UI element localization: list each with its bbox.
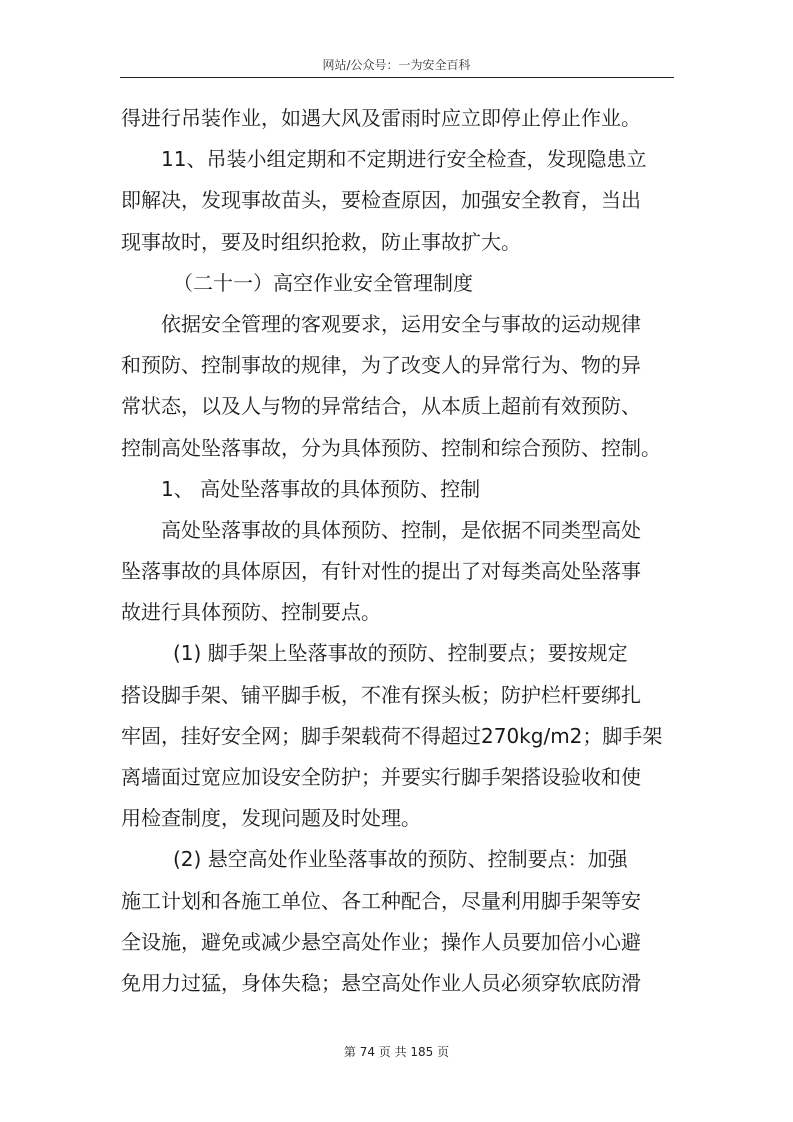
body-line: 坠落事故的具体原因，有针对性的提出了对每类高处坠落事 xyxy=(121,559,641,584)
body-line: 牢固，挂好安全网；脚手架载荷不得超过270kg/m2；脚手架 xyxy=(121,723,663,748)
body-line: 搭设脚手架、铺平脚手板，不准有探头板；防护栏杆要绑扎 xyxy=(121,682,641,707)
body-line: 离墙面过宽应加设安全防护；并要实行脚手架搭设验收和使 xyxy=(121,765,641,789)
page-footer: 第 74 页 共 185 页 xyxy=(343,1045,450,1059)
body-line: 现事故时，要及时组织抢救，防止事故扩大。 xyxy=(121,229,521,254)
body-line: 得进行吊装作业，如遇大风及雷雨时应立即停止停止作业。 xyxy=(121,106,641,130)
page-header: 网站/公众号：一为安全百科 xyxy=(322,58,471,72)
body-line: 高处坠落事故的具体预防、控制，是依据不同类型高处 xyxy=(161,517,641,542)
section-heading: （二十一）高空作业安全管理制度 xyxy=(173,270,473,295)
body-line: 故进行具体预防、控制要点。 xyxy=(121,600,381,625)
body-line: 全设施，避免或减少悬空高处作业；操作人员要加倍小心避 xyxy=(121,929,641,954)
body-line: 用检查制度，发现问题及时处理。 xyxy=(121,806,421,831)
subsection-heading: 1、 高处坠落事故的具体预防、控制 xyxy=(161,476,481,501)
body-line: 依据安全管理的客观要求，运用安全与事故的运动规律 xyxy=(161,311,641,336)
body-line: 控制高处坠落事故，分为具体预防、控制和综合预防、控制。 xyxy=(121,435,661,460)
body-line: 免用力过猛，身体失稳；悬空高处作业人员必须穿软底防滑 xyxy=(121,970,641,995)
body-line: 常状态，以及人与物的异常结合，从本质上超前有效预防、 xyxy=(121,394,641,419)
header-divider xyxy=(120,77,674,78)
document-body xyxy=(121,98,675,1004)
body-line: 即解决，发现事故苗头，要检查原因，加强安全教育，当出 xyxy=(121,188,641,213)
body-line: (1) 脚手架上坠落事故的预防、控制要点；要按规定 xyxy=(173,641,628,666)
body-line: 施工计划和各施工单位、各工种配合，尽量利用脚手架等安 xyxy=(121,888,641,913)
body-line: (2) 悬空高处作业坠落事故的预防、控制要点：加强 xyxy=(173,847,628,872)
body-line: 和预防、控制事故的规律，为了改变人的异常行为、物的异 xyxy=(121,353,641,378)
body-line: 11、吊装小组定期和不定期进行安全检查，发现隐患立 xyxy=(161,147,647,172)
